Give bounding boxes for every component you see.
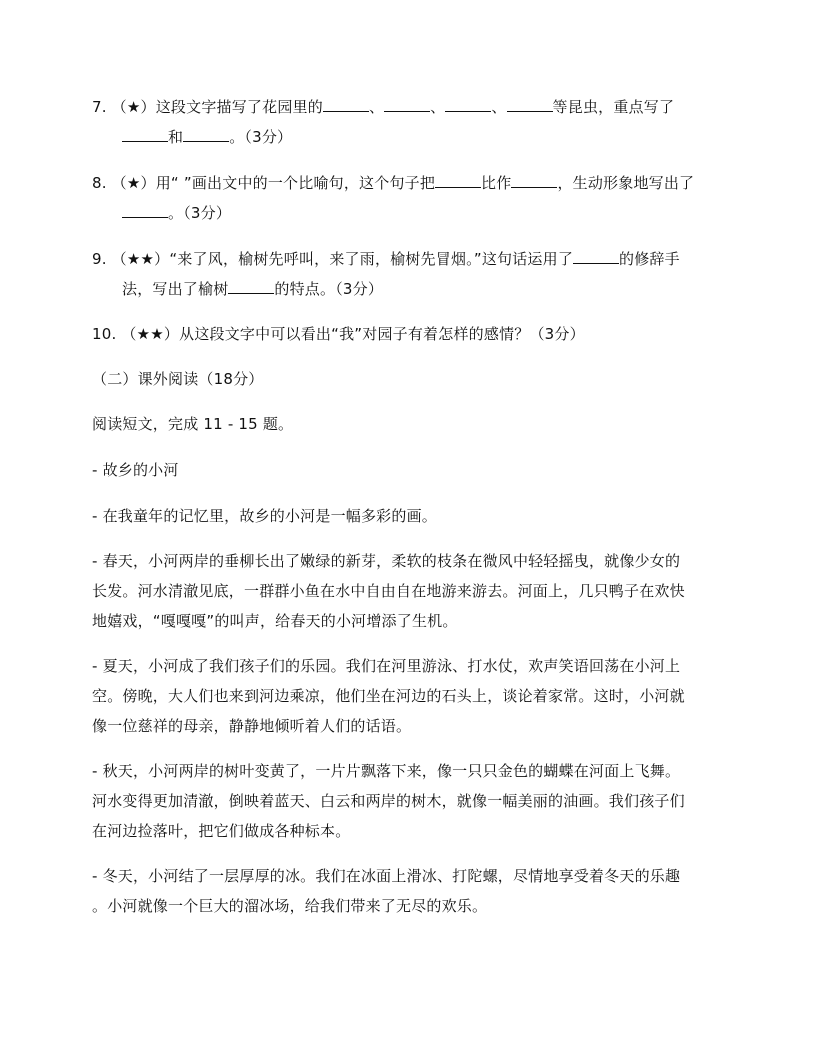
section-instruction: 阅读短文，完成 11 - 15 题。 (92, 415, 294, 433)
answer-blank[interactable] (445, 96, 491, 112)
question-9-text: 法，写出了榆树 (122, 280, 229, 298)
answer-blank[interactable] (507, 96, 553, 112)
paragraph-autumn-line: - 秋天，小河两岸的树叶变黄了，一片片飘落下来，像一只只金色的蝴蝶在河面上飞舞。 (92, 762, 681, 780)
answer-blank[interactable] (511, 172, 557, 188)
separator: 、 (430, 98, 446, 116)
paragraph-summer-line: 像一位慈祥的母亲，静静地倾听着人们的话语。 (92, 717, 412, 735)
question-8-line-2 (122, 202, 231, 223)
answer-blank[interactable] (323, 96, 369, 112)
question-7-text: 等昆虫，重点写了 (552, 98, 675, 116)
question-9-score: 的特点。（3分） (274, 280, 384, 298)
question-9-line-1 (92, 248, 680, 269)
paragraph-summer-line: 空。傍晚，大人们也来到河边乘凉，他们坐在河边的石头上，谈论着家常。这时，小河就 (92, 687, 685, 705)
passage-intro: - 在我童年的记忆里，故乡的小河是一幅多彩的画。 (92, 507, 437, 525)
answer-blank[interactable] (435, 172, 481, 188)
separator: 、 (368, 98, 385, 116)
paragraph-spring-line: 地嬉戏，“嘎嘎嘎”的叫声，给春天的小河增添了生机。 (92, 612, 458, 630)
answer-blank[interactable] (228, 278, 274, 294)
answer-blank[interactable] (573, 248, 619, 264)
passage-title: - 故乡的小河 (92, 461, 179, 479)
answer-blank[interactable] (122, 126, 168, 142)
question-8-text: 8. （★）用“ ”画出文中的一个比喻句，这个句子把 (92, 174, 436, 192)
question-9-text: 的修辞手 (619, 250, 680, 268)
paragraph-autumn-line: 在河边捡落叶，把它们做成各种标本。 (92, 822, 351, 840)
answer-blank[interactable] (384, 96, 430, 112)
paragraph-winter-line: - 冬天，小河结了一层厚厚的冰。我们在冰面上滑冰、打陀螺，尽情地享受着冬天的乐趣 (92, 867, 681, 885)
section-heading: （二）课外阅读（18分） (92, 370, 264, 388)
separator: 、 (491, 98, 507, 116)
paragraph-spring-line: - 春天，小河两岸的垂柳长出了嫩绿的新芽，柔软的枝条在微风中轻轻摇曳，就像少女的 (92, 552, 681, 570)
question-7-text: 和 (168, 128, 184, 146)
paragraph-summer-line: - 夏天，小河成了我们孩子们的乐园。我们在河里游泳、打水仗，欢声笑语回荡在小河上 (92, 657, 681, 675)
answer-blank[interactable] (122, 202, 168, 218)
paragraph-spring-line: 长发。河水清澈见底，一群群小鱼在水中自由自在地游来游去。河面上，几只鸭子在欢快 (92, 582, 685, 600)
question-7-score: 。（3分） (229, 128, 293, 146)
question-10: 10. （★★）从这段文字中可以看出“我”对园子有着怎样的感情？（3分） (92, 325, 585, 343)
question-7-text: 7. （★）这段文字描写了花园里的 (92, 98, 323, 116)
question-8-score: 。（3分） (168, 204, 232, 222)
question-7-line-2 (122, 126, 292, 147)
paragraph-autumn-line: 河水变得更加清澈，倒映着蓝天、白云和两岸的树木，就像一幅美丽的油画。我们孩子们 (92, 792, 685, 810)
answer-blank[interactable] (183, 126, 229, 142)
question-9-text: 9. （★★）“来了风，榆树先呼叫，来了雨，榆树先冒烟。”这句话运用了 (92, 250, 574, 268)
question-9-line-2 (122, 278, 383, 299)
question-8-text: 比作 (481, 174, 512, 192)
question-8-line-1 (92, 172, 694, 193)
question-8-text: ，生动形象地写出了 (557, 174, 695, 192)
question-7-line-1 (92, 96, 674, 117)
paragraph-winter-line: 。小河就像一个巨大的溜冰场，给我们带来了无尽的欢乐。 (92, 897, 488, 915)
